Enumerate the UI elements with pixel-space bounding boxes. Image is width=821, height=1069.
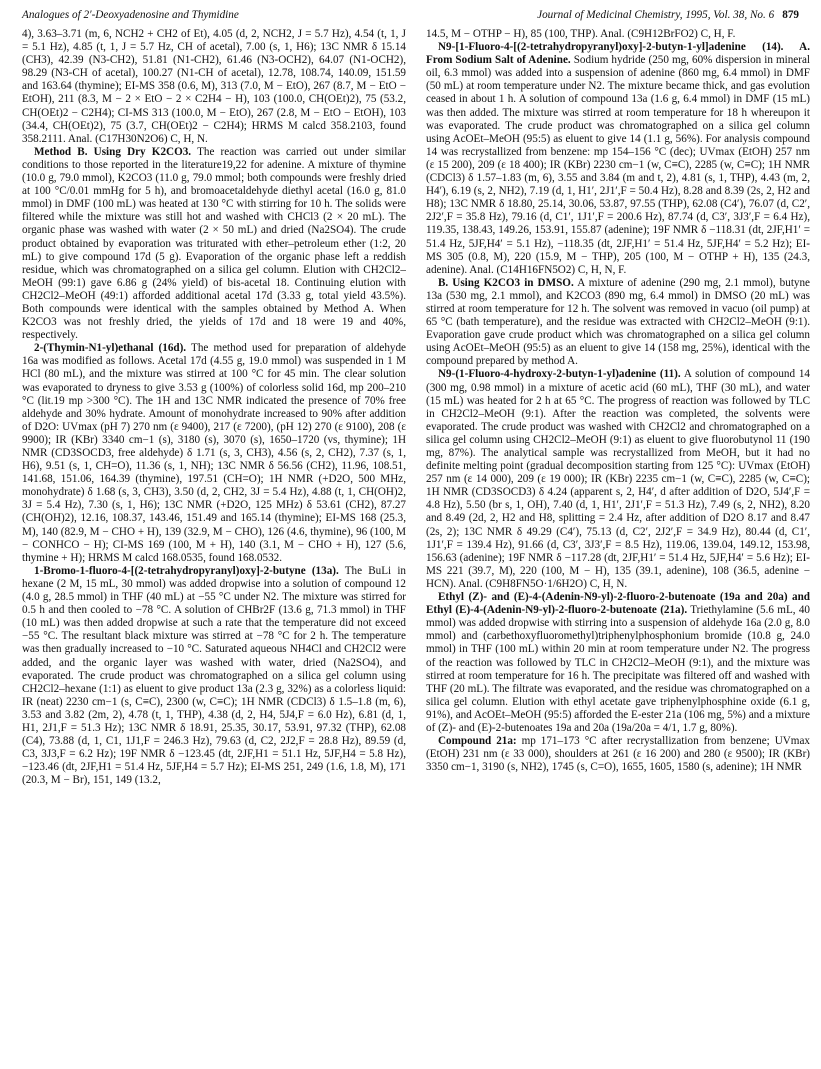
body-16d: The method used for preparation of aldehyde 16a was modified as follows. Acetal 17d (4.55 g, 19.0 mmol) was suspended in 1 M HCl (80 mL), and the mixture was stirred at 100 °C for 45 min. The clear solution was evaporated to dryness to give 3.53 g (100%) of colorless solid 16d, mp 200–210 °C (lit.19 mp >300 °C). The 1H and 13C NMR indicated the presence of 70% free aldehyde and 30% hydrate. Amount of monohydrate increased to 90% after addition of D2O: UVmax (pH 7) 270 nm (ε 9400), 217 (ε 7200), (pH 12) 270 (ε 9100), 208 (ε 9900); IR (KBr) 3340 cm−1 (s), 3180 (s), 3070 (s), 1650–1720 (vs, thymine); 1H NMR (CD3SOCD3, free aldehyde) δ 1.71 (s, 3, CH3), 4.56 (s, 2, CH2), 7.37 (s, 1, H6), 9.51 (s, 1, CH=O), 11.36 (s, 1, NH); 13C NMR δ 56.56 (CH2), 11.96, 108.51, 141.68, 151.06, 164.39 (thymine), 197.51 (CH=O); 1H NMR (+D2O, 500 MHz, monohydrate) δ 1.68 (s, 3, CH3), 3.50 (d, 2, CH2, 3J = 5.4 Hz), 4.88 (t, 1, CH(OH)2, 3J = 5.4 Hz), 7.30 (s, 1, H6); 13C NMR (+D2O, 125 MHz) δ 53.61 (CH2), 87.27 (CH(OH)2), 12.16, 108.37, 143.46, 151.49 and 165.14 (thymine); EI-MS 168 (25.3, M), 140 (82.9, M − CHO + H), 139 (32.9, M − CHO), 126 (4.6, thymine), 96 (100, M − CONHCO − H); CI-MS 169 (100, M + H), 140 (3.1, M − CHO + H), 127 (5.6, thymine + H); HRMS M calcd 168.0535, found 168.0532. — [22, 342, 406, 564]
body-11: A solution of compound 14 (300 mg, 0.98 mmol) in a mixture of acetic acid (60 mL), THF (30 mL), and water (15 mL) was heated for 2 h at 65 °C. The progress of reaction was followed by TLC in CH2Cl2–MeOH (9:1). After the reaction was completed, the solvents were evaporated. The crude product was washed with CH2Cl2 and chromatographed on a silica gel column using CH2Cl2–MeOH (9:1) as eluent to give fluorobutynol 11 (190 mg, 87%). The analytical sample was recrystallized from MeOH, but it had no definite melting point (gradual decomposition starting from 125 °C): UVmax (EtOH) 257 nm (ε 14 000), 209 (ε 19 000); IR (KBr) 2235 cm−1 (w, C≡C), 2285 (w, C≡C); 1H NMR (CD3SOCD3) δ 4.24 (apparent s, 2, H4′, d after addition of D2O, 5J4′,F = 4.8 Hz), 5.50 (br s, 1, OH), 7.40 (d, 1, H1′, 2J1′,F = 51.3 Hz), 7.49 (s, 2, NH2), 8.20 and 8.49 (2d, 2, H2 and H8, splitting = 2.4 Hz, after addition of D2O 8.17 and 8.47 (2s, 2); 13C NMR δ 49.29 (C4′), 75.13 (d, C2′, 2J2′,F = 34.9 Hz), 80.44 (d, C1′, 1J1′,F = 139.4 Hz), 91.66 (d, C3′, 3J3′,F = 8.5 Hz), 119.06, 139.04, 149.12, 153.98, 156.63 (adenine); 19F NMR δ −117.28 (dt, 2JF,H1′ = 51.4 Hz, 5JF,H4′ = 5.6 Hz); EI-MS 221 (39.7, M), 220 (100, M − H), 135 (39.1, adenine), 108 (36.5, adenine − HCN). Anal. (C9H8FN5O·1/6H2O) C, H, N. — [426, 368, 810, 590]
heading-11: N9-(1-Fluoro-4-hydroxy-2-butyn-1-yl)adenine (11). — [438, 368, 681, 381]
left-column — [22, 28, 406, 1064]
paragraph-21a — [426, 735, 810, 774]
heading-14b: B. Using K2CO3 in DMSO. — [438, 276, 574, 289]
paragraph-19a-20a — [426, 591, 810, 735]
body-14a: Sodium hydride (250 mg, 60% dispersion in mineral oil, 6.3 mmol) was added into a suspension of adenine (860 mg, 6.4 mmol) in DMF (50 mL) at room temperature under N2. The mixture became thick, and gas evolution ceased in about 1 h. A solution of compound 13a (1.6 g, 6.4 mmol) in DMF (15 mL) was then added. The mixture was stirred at room temperature for 18 h whereupon it was evaporated. The crude product was chromatographed on a silica gel column using AcOEt–MeOH (95:5) as eluent to give 14 (1.1 g, 56%). For analysis compound 14 was recrystallized from benzene: mp 154–156 °C (dec); UVmax (EtOH) 257 nm (ε 15 200), 209 (ε 18 400); IR (KBr) 2230 cm−1 (w, C≡C), 2285 (w, C≡C); 1H NMR (CDCl3) δ 1.57–1.83 (m, 6), 3.55 and 3.84 (m and t, 2), 4.81 (s, 1, THP), 4.43 (m, 2, H4′), 6.19 (s, 2, NH2), 7.19 (d, 1, H1′, 2J1′,F = 50.4 Hz), 8.28 and 8.39 (2s, 2, H2 and H8); 13C NMR δ 18.80, 25.14, 30.06, 53.87, 97.55 (THP), 62.08 (C4′), 76.07 (d, C2′, 2J2′,F = 35.8 Hz), 79.16 (d, C1′, 1J1′,F = 200.6 Hz), 87.74 (d, C3′, 3J3′,F = 6.4 Hz), 119.35, 138.43, 149.26, 153.91, 155.87 (adenine); 19F NMR δ −118.31 (dt, 2JF,H1′ = 51.4 Hz, 5JF,H4′ = 5.1 Hz), −118.35 (dt, 2JF,H1′ = 51.4 Hz, 5JF,H4′ = 5.2 Hz); EI-MS 305 (0.8, M), 220 (15.9, M − THP), 205 (100, M − OTHP + H), 135 (24.3, adenine). Anal. (C14H16FN5O2) C, H, N, F. — [426, 54, 810, 276]
paragraph-17d-nmr: 4), 3.63–3.71 (m, 6, NCH2 + CH2 of Et), 4.05 (d, 2, NCH2, J = 5.7 Hz), 4.54 (t, 1, J = 5.1 Hz), 4.85 (t, 1, J = 5.7 Hz, CH of acetal), 7.00 (s, 1, H6); 13C NMR δ 15.14 (CH3), 42.39 (N3-CH2), 51.81 (N1-CH2), 61.46 (N3-OCH2), 64.07 (N1-OCH2), 98.29 (N3-CH of acetal), 100.27 (N1-CH of acetal), 12.78, 108.74, 140.09, 151.59 and 163.64 (thymine); EI-MS 358 (0.6, M), 313 (7.0, M − EtO), 267 (8.7, M − EtO − EtOH), 211 (8.3, M − 2 × EtO − 2 × C2H4 − H), 103 (100.0, CH(OEt)2), 75 (53.2, CH(OEt)2 − C2H4); CI-MS 313 (100.0, M − EtO), 267 (2.8, M − EtO − EtOH), 103 (34.4, CH(OEt)2), 75 (3.7, CH(OEt)2 − C2H4); HRMS M calcd 358.2103, found 358.2111. Anal. (C17H30N2O6) C, H, N. — [22, 28, 406, 145]
right-column — [426, 28, 810, 1064]
paragraph-13a-cont: 14.5, M − OTHP − H), 85 (100, THP). Anal. (C9H12BrFO2) C, H, F. — [426, 28, 736, 40]
journal-name: Journal of Medicinal Chemistry, 1995, Vol. 38, No. 6 — [537, 9, 775, 21]
heading-13a: 1-Bromo-1-fluoro-4-[(2-tetrahydropyranyl)oxy]-2-butyne (13a). — [34, 564, 339, 577]
paragraph-11 — [426, 368, 810, 591]
page-number: 879 — [782, 9, 799, 21]
paragraph-method-b — [22, 146, 406, 342]
page-header — [22, 6, 799, 24]
paragraph-16d — [22, 342, 406, 565]
body-13a: The BuLi in hexane (2 M, 15 mL, 30 mmol) was added dropwise into a solution of compound 12 (4.0 g, 28.5 mmol) in THF (40 mL) at −55 °C under N2. The mixture was stirred for 0.5 h and then cooled to −78 °C. A solution of CHBr2F (13.6 g, 71.3 mmol) in THF (10 mL) was then added dropwise at such a rate that the temperature did not exceed −55 °C. The resultant black mixture was stirred at −78 °C for 2 h. The temperature was then gradually increased to −10 °C. Saturated aqueous NH4Cl and CH2Cl2 were added, and the organic layer was washed with water, dried (Na2SO4), and evaporated. The crude product was chromatographed on a silica gel column using CH2Cl2–hexane (1:1) as eluent to give product 13a (2.3 g, 32%) as a colorless liquid: IR (neat) 2230 cm−1 (s, C≡C), 2300 (w, C≡C); 1H NMR (CDCl3) δ 1.5–1.8 (m, 6), 3.53 and 3.82 (2m, 2), 4.78 (t, 1, THP), 4.38 (d, 2, H4, 5J4,F = 6.0 Hz), 6.81 (d, 1, H1, 2J1,F = 51.3 Hz); 13C NMR δ 18.91, 25.35, 30.17, 53.91, 97.32 (THP), 62.08 (C4), 73.88 (d, 1, C1, 1J1,F = 246.3 Hz), 79.63 (d, C2, 2J2,F = 28.8 Hz), 89.59 (d, C3, 3J3,F = 6.2 Hz); 19F NMR δ −123.45 (dt, 2JF,H1 = 51.1 Hz, 5JF,H4 = 5.8 Hz), −123.46 (dt, 2JF,H1 = 51.4 Hz, 5JF,H4 = 5.7 Hz); EI-MS 251, 249 (1.6, 1.8, M), 171 (20.3, M − Br), 151, 149 (13.2, — [22, 564, 406, 787]
journal-citation — [537, 6, 799, 24]
paragraph-13a — [22, 565, 406, 788]
heading-16d: 2-(Thymin-N1-yl)ethanal (16d). — [34, 342, 187, 355]
heading-method-b: Method B. Using Dry K2CO3. — [34, 145, 192, 158]
body-method-b: The reaction was carried out under similar conditions to those reported in the literature19,22 for adenine. A mixture of thymine (10.0 g, 79.0 mmol), K2CO3 (11.0 g, 79.0 mmol; both compounds were freshly dried at 100 °C/0.01 mmHg for 5 h), and bromoacetaldehyde diethyl acetal (16.0 g, 81.0 mmol) in DMF (100 mL) was heated at 130 °C with stirring for 10 h. The solids were filtered while the mixture was still hot and washed with CHCl3 (2 × 20 mL). The organic phase was washed with water (2 × 50 mL) and dried (Na2SO4). The crude product obtained by evaporation was triturated with ether–petroleum ether (1:2, 20 mL) to give compound 17d (5 g). Evaporation of the organic phase left a reddish residue, which was chromatographed on a silica gel column. Elution with CH2Cl2–MeOH (99:1) gave 6.86 g (24% yield) of bis-acetal 18. Continuing elution with CH2Cl2–MeOH (49:1) afforded additional acetal 17d (3.33 g, total yield 43.5%). Both compounds were identical with the samples obtained by Method A. When K2CO3 was not freshly dried, the yields of 17d and 18 were 19 and 40%, respectively. — [22, 145, 406, 342]
body-19a-20a: Triethylamine (5.6 mL, 40 mmol) was added dropwise with stirring into a suspension of aldehyde 16a (2.0 g, 8.0 mmol) and (carbethoxyfluoromethyl)triphenylphosphonium bromide (10.8 g, 24.0 mmol) in THF (100 mL) within 20 min at room temperature under N2. The progress of the reaction was followed by TLC in CH2Cl2–MeOH (9:1), and the mixture was stirred at room temperature for 16 h. The precipitate was filtered off and washed with THF (20 mL). The filtrate was evaporated, and the residue was chromatographed on a silica gel column. Elution with ethyl acetate gave triphenylphosphine oxide (6.1 g, 91%), and AcOEt–MeOH (95:5) afforded the E-ester 21a (106 mg, 5%) and a mixture of (Z)- and (E)-2-butenoates 19a and 20a (19a/20a = 4/1, 1.7 g, 80%). — [426, 604, 810, 734]
body-21a: mp 171–173 °C after recrystallization from benzene; UVmax (EtOH) 231 nm (ε 33 000), shoulders at 261 (ε 16 200) and 280 (ε 9500); IR (KBr) 3350 cm−1, 3190 (s, NH2), 1745 (s, C=O), 1655, 1605, 1580 (s, adenine); 1H NMR — [426, 735, 810, 774]
paragraph-14a — [426, 41, 810, 277]
heading-19a-20a: Ethyl (Z)- and (E)-4-(Adenin-N9-yl)-2-fluoro-2-butenoate (19a and 20a) and Ethyl (E)-4-(Adenin-N9-yl)-2-fluoro-2-butenoate (21a). — [426, 591, 810, 617]
body-14b: A mixture of adenine (290 mg, 2.1 mmol), butyne 13a (530 mg, 2.1 mmol), and K2CO3 (890 mg, 6.4 mmol) in DMSO (20 mL) was stirred at room temperature for 12 h. The solvent was removed in vacuo (oil pump) at 65 °C (bath temperature), and the residue was extracted with CH2Cl2–MeOH (9:1). Evaporation gave crude product which was chromatographed on a silica gel column using AcOEt–MeOH (95:5) as an eluent to give 14 (158 mg, 25%), identical with the compound prepared by method A. — [426, 276, 810, 368]
heading-21a: Compound 21a: — [438, 735, 517, 748]
paragraph-14b — [426, 277, 810, 369]
heading-14: N9-[1-Fluoro-4-[(2-tetrahydropyranyl)oxy]-2-butyn-1-yl]adenine (14). A. From Sodium Salt of Adenine. — [426, 41, 810, 67]
running-title: Analogues of 2′-Deoxyadenosine and Thymidine — [22, 9, 239, 21]
